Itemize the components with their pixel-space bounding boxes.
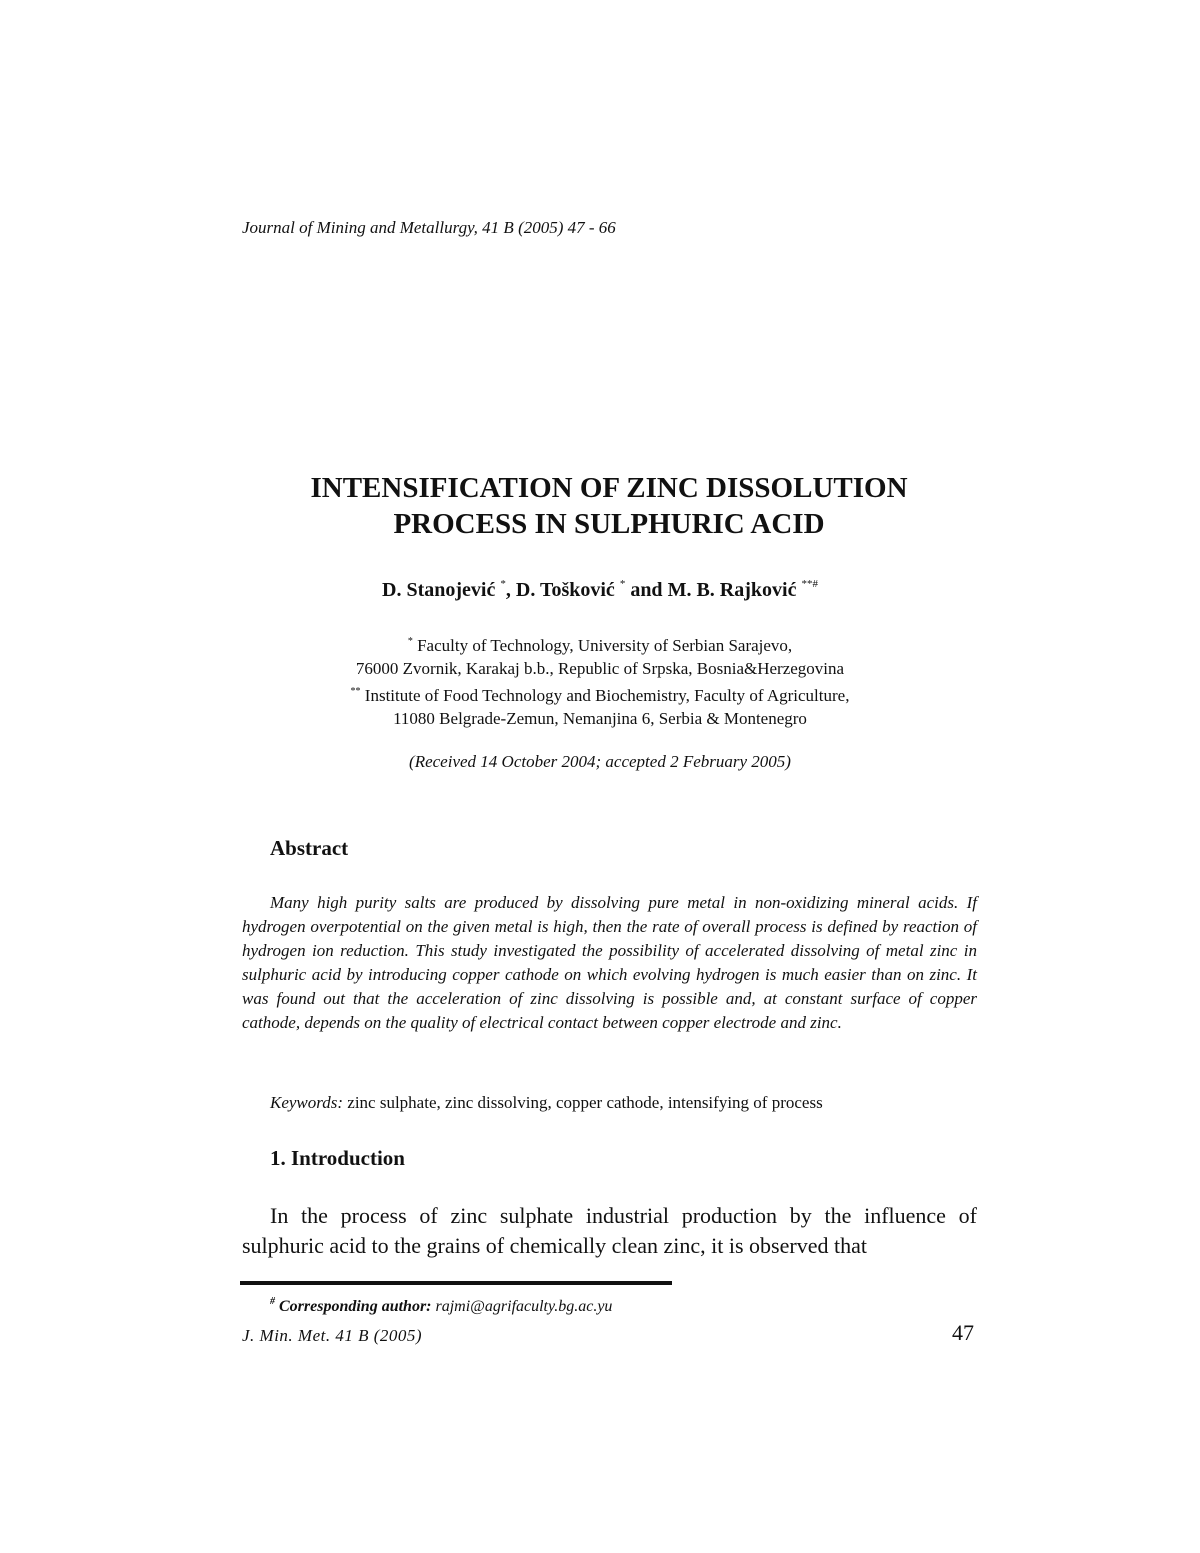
author-3: M. B. Rajković	[667, 579, 797, 601]
author-1-mark: *	[500, 578, 506, 590]
affiliation-2-line-2: 11080 Belgrade-Zemun, Nemanjina 6, Serbia & Montenegro	[393, 709, 807, 728]
author-2-mark: *	[619, 578, 626, 590]
affiliation-1-line-1	[0, 630, 1200, 657]
author-2: D. Tošković	[515, 579, 615, 601]
received-dates: (Received 14 October 2004; accepted 2 February 2005)	[409, 752, 791, 771]
abstract-heading: Abstract	[270, 836, 349, 860]
affiliation-2-text: Institute of Food Technology and Biochemistry, Faculty of Agriculture,	[364, 686, 850, 705]
keywords	[270, 1093, 823, 1113]
author-separator-1: ,	[505, 579, 516, 601]
affiliation-1-line-2: 76000 Zvornik, Karakaj b.b., Republic of Srpska, Bosnia&Herzegovina	[355, 659, 845, 678]
author-1: D. Stanojević	[382, 579, 496, 601]
journal-header: Journal of Mining and Metallurgy, 41 B (2005) 47 - 66	[242, 218, 616, 237]
page-number: 47	[952, 1320, 974, 1345]
affiliation-2-mark: **	[350, 686, 361, 697]
affiliation-1-mark: *	[407, 636, 413, 647]
author-list	[0, 578, 1200, 602]
paper-title	[0, 470, 1200, 542]
introduction-text: In the process of zinc sulphate industrial production by the influence of sulphuric acid to the grains of chemically clean zinc, it is observed that	[242, 1203, 977, 1258]
footnote-email: rajmi@agrifaculty.bg.ac.yu	[431, 1298, 613, 1315]
footnote-label: Corresponding author:	[279, 1298, 432, 1315]
title-line-1: INTENSIFICATION OF ZINC DISSOLUTION	[310, 472, 908, 504]
corresponding-author-footnote	[270, 1296, 612, 1316]
introduction-heading: 1. Introduction	[270, 1146, 405, 1170]
affiliation-1-text: Faculty of Technology, University of Serbian Sarajevo,	[417, 636, 793, 655]
abstract-text: Many high purity salts are produced by dissolving pure metal in non-oxidizing mineral acids. If hydrogen overpotential on the given metal is high, then the rate of overall process is defined by reaction of hydrogen ion reduction. This study investigated the possibility of accelerated dissolving of metal zinc in sulphuric acid by introducing copper cathode on which evolving hydrogen is much easier than on zinc. It was found out that the acceleration of zinc dissolving is possible and, at constant surface of copper cathode, depends on the quality of electrical contact between copper electrode and zinc.	[242, 893, 977, 1032]
author-3-mark: **#	[801, 578, 818, 590]
keywords-text: zinc sulphate, zinc dissolving, copper cathode, intensifying of process	[343, 1093, 823, 1112]
footnote-mark: #	[270, 1296, 275, 1307]
keywords-label: Keywords:	[270, 1093, 344, 1112]
affiliation-2-line-1	[0, 680, 1200, 707]
author-separator-2: and	[625, 579, 668, 601]
affiliations	[0, 630, 1200, 730]
footer-citation: J. Min. Met. 41 B (2005)	[242, 1326, 423, 1345]
footnote-divider	[240, 1281, 672, 1285]
title-line-2: PROCESS IN SULPHURIC ACID	[393, 508, 825, 540]
